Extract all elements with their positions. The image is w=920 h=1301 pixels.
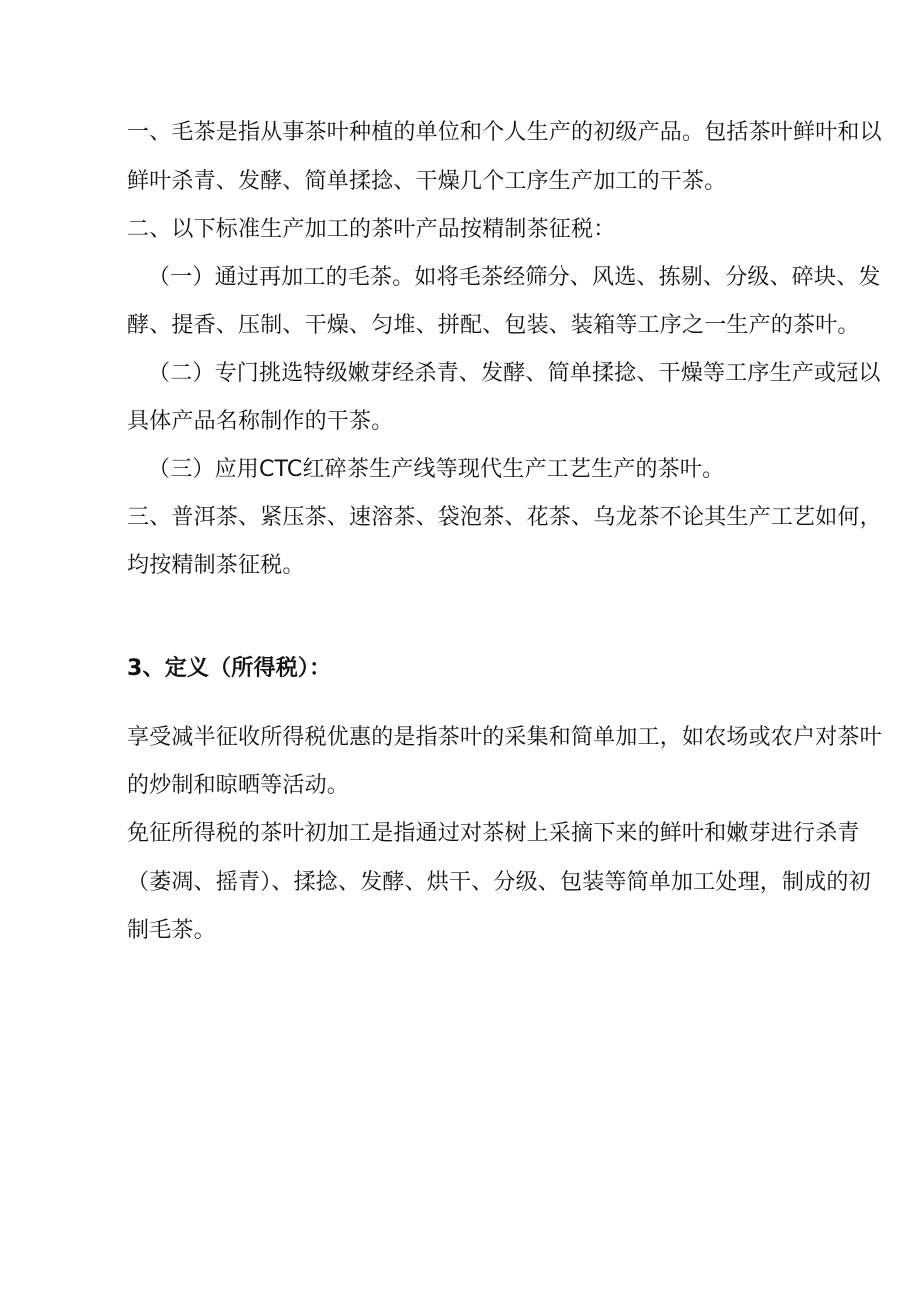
para-2-line-1: 免征所得税的茶叶初加工是指通过对茶树上采摘下来的鲜叶和嫩芽进行杀青 [127, 821, 860, 846]
sub-item-3: （三）应用CTC红碎茶生产线等现代生产工艺生产的茶叶。 [148, 457, 725, 482]
item-3-line-2: 均按精制茶征税。 [127, 553, 305, 578]
para-1-line-2: 的炒制和晾晒等活动。 [127, 773, 350, 798]
sub-item-1-line-1: （一）通过再加工的毛茶。如将毛茶经筛分、风选、拣剔、分级、碎块、发 [148, 265, 881, 290]
sub-item-2-line-2: 具体产品名称制作的干茶。 [127, 409, 394, 434]
item-3-line-1: 三、普洱茶、紧压茶、速溶茶、袋泡茶、花茶、乌龙茶不论其生产工艺如何， [127, 505, 882, 530]
para-1-line-1: 享受减半征收所得税优惠的是指茶叶的采集和简单加工，如农场或农户对茶叶 [127, 725, 882, 750]
item-1-line-2: 鲜叶杀青、发酵、简单揉捻、干燥几个工序生产加工的干茶。 [127, 169, 727, 194]
item-1-line-1: 一、毛茶是指从事茶叶种植的单位和个人生产的初级产品。包括茶叶鲜叶和以 [127, 120, 882, 145]
sub-item-2-line-1: （二）专门挑选特级嫩芽经杀青、发酵、简单揉捻、干燥等工序生产或冠以 [148, 361, 881, 386]
item-2: 二、以下标准生产加工的茶叶产品按精制茶征税： [127, 217, 616, 242]
sub-item-1-line-2: 酵、提香、压制、干燥、匀堆、拼配、包装、装箱等工序之一生产的茶叶。 [127, 313, 860, 338]
section-heading: 3、定义（所得税）： [127, 656, 332, 681]
para-2-line-2: （萎凋、摇青）、揉捻、发酵、烘干、分级、包装等简单加工处理，制成的初 [127, 870, 871, 895]
para-2-line-3: 制毛茶。 [127, 918, 216, 943]
